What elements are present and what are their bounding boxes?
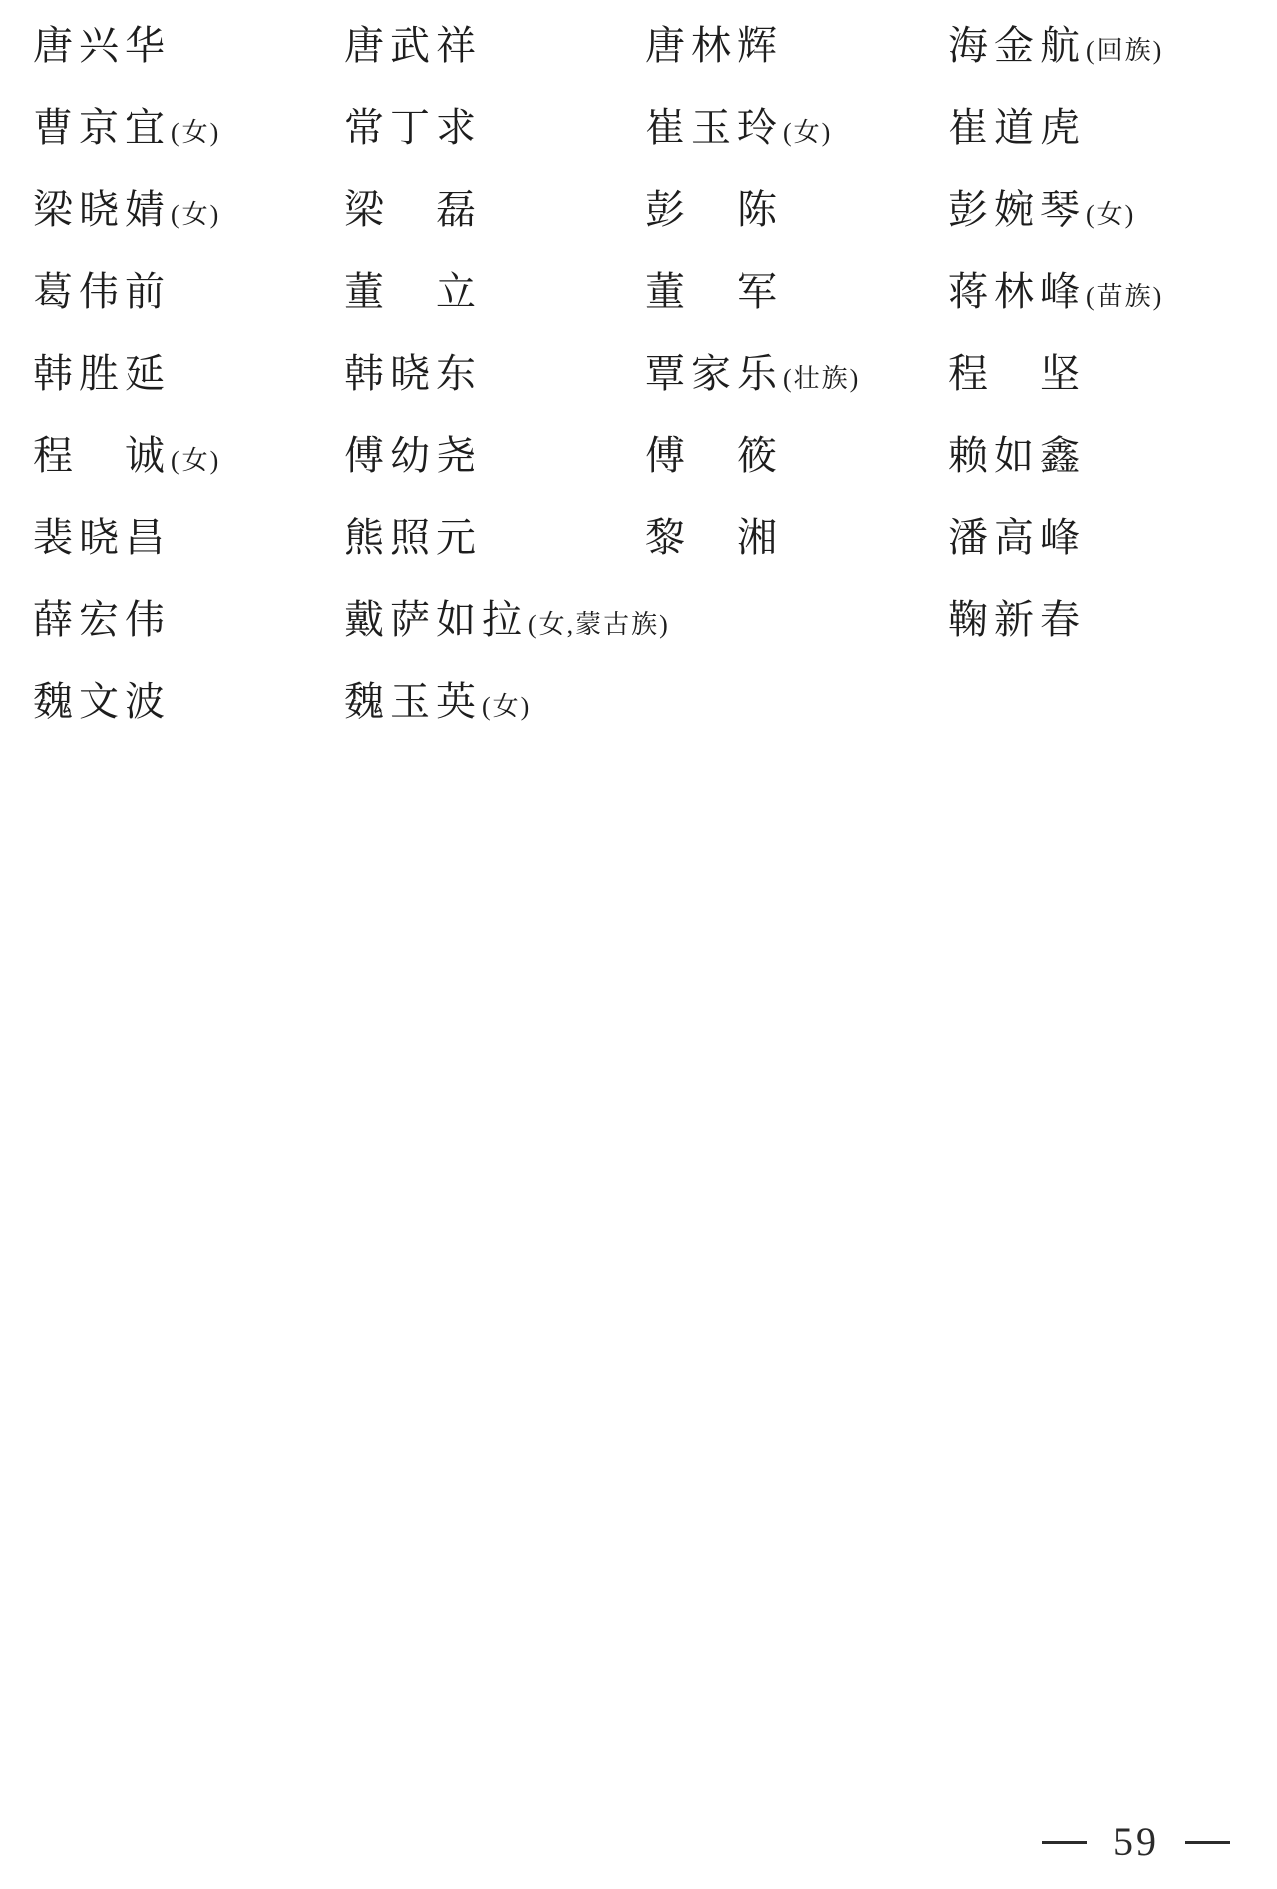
person-note: (女) (171, 446, 221, 475)
person-name: 彭 陈 (645, 187, 783, 232)
person-name: 黎 湘 (645, 515, 783, 560)
person-cell (33, 6, 344, 88)
person-name: 葛伟前 (33, 269, 171, 314)
person-name: 韩胜延 (33, 351, 171, 396)
person-name: 傅幼尧 (344, 433, 482, 478)
person-note: (苗族) (1086, 282, 1164, 311)
person-cell (33, 252, 344, 334)
person-cell (33, 580, 344, 662)
person-note: (女) (783, 118, 833, 147)
person-cell (344, 88, 645, 170)
person-name: 覃家乐 (645, 351, 783, 396)
person-cell (645, 498, 948, 580)
person-cell (344, 416, 645, 498)
person-name: 曹京宜 (33, 105, 171, 150)
person-cell (948, 252, 1253, 334)
person-name: 唐武祥 (344, 23, 482, 68)
person-cell (344, 334, 645, 416)
person-name: 唐兴华 (33, 23, 171, 68)
person-name: 薛宏伟 (33, 597, 171, 642)
person-cell (33, 170, 344, 252)
person-cell (344, 6, 645, 88)
person-cell (344, 662, 645, 744)
person-name: 鞠新春 (948, 597, 1086, 642)
person-cell (344, 252, 645, 334)
person-name: 魏玉英 (344, 679, 482, 724)
person-cell (33, 88, 344, 170)
person-name: 赖如鑫 (948, 433, 1086, 478)
person-name: 崔道虎 (948, 105, 1086, 150)
person-cell (948, 498, 1253, 580)
person-cell (344, 170, 645, 252)
person-cell (344, 498, 645, 580)
name-list (33, 6, 1253, 744)
person-name: 韩晓东 (344, 351, 482, 396)
person-name: 崔玉玲 (645, 105, 783, 150)
person-name: 魏文波 (33, 679, 171, 724)
footer-dash-left (1042, 1841, 1087, 1844)
person-cell (33, 662, 344, 744)
person-cell (645, 416, 948, 498)
person-name: 彭婉琴 (948, 187, 1086, 232)
footer-dash-right (1185, 1841, 1230, 1844)
person-cell (948, 416, 1253, 498)
person-cell (948, 88, 1253, 170)
person-name: 程 诚 (33, 433, 171, 478)
person-name: 潘高峰 (948, 515, 1086, 560)
person-cell (645, 334, 948, 416)
page-number: 59 (1113, 1819, 1159, 1864)
person-name: 傅 筱 (645, 433, 783, 478)
person-name: 蒋林峰 (948, 269, 1086, 314)
page-footer (1042, 1820, 1230, 1864)
person-note: (女) (171, 200, 221, 229)
person-note: (女,蒙古族) (528, 610, 670, 639)
person-name: 裴晓昌 (33, 515, 171, 560)
person-name: 梁晓婧 (33, 187, 171, 232)
person-cell (645, 88, 948, 170)
person-name: 戴萨如拉 (344, 597, 528, 642)
person-name: 董 军 (645, 269, 783, 314)
person-name: 熊照元 (344, 515, 482, 560)
person-name: 常丁求 (344, 105, 482, 150)
person-name: 唐林辉 (645, 23, 783, 68)
person-note: (壮族) (783, 364, 861, 393)
person-name: 程 坚 (948, 351, 1086, 396)
person-cell (344, 580, 670, 662)
person-cell (645, 252, 948, 334)
person-cell (33, 334, 344, 416)
person-cell (948, 334, 1253, 416)
person-cell (645, 170, 948, 252)
person-cell (948, 662, 1253, 744)
person-cell (948, 6, 1253, 88)
person-note: (女) (171, 118, 221, 147)
person-cell (645, 6, 948, 88)
person-note: (女) (482, 692, 532, 721)
person-name: 海金航 (948, 23, 1086, 68)
person-note: (回族) (1086, 36, 1164, 65)
person-cell (948, 580, 1253, 662)
person-cell (645, 580, 948, 662)
person-name: 董 立 (344, 269, 482, 314)
person-note: (女) (1086, 200, 1136, 229)
person-cell (33, 498, 344, 580)
person-cell (33, 416, 344, 498)
person-cell (645, 662, 948, 744)
person-name: 梁 磊 (344, 187, 482, 232)
person-cell (948, 170, 1253, 252)
